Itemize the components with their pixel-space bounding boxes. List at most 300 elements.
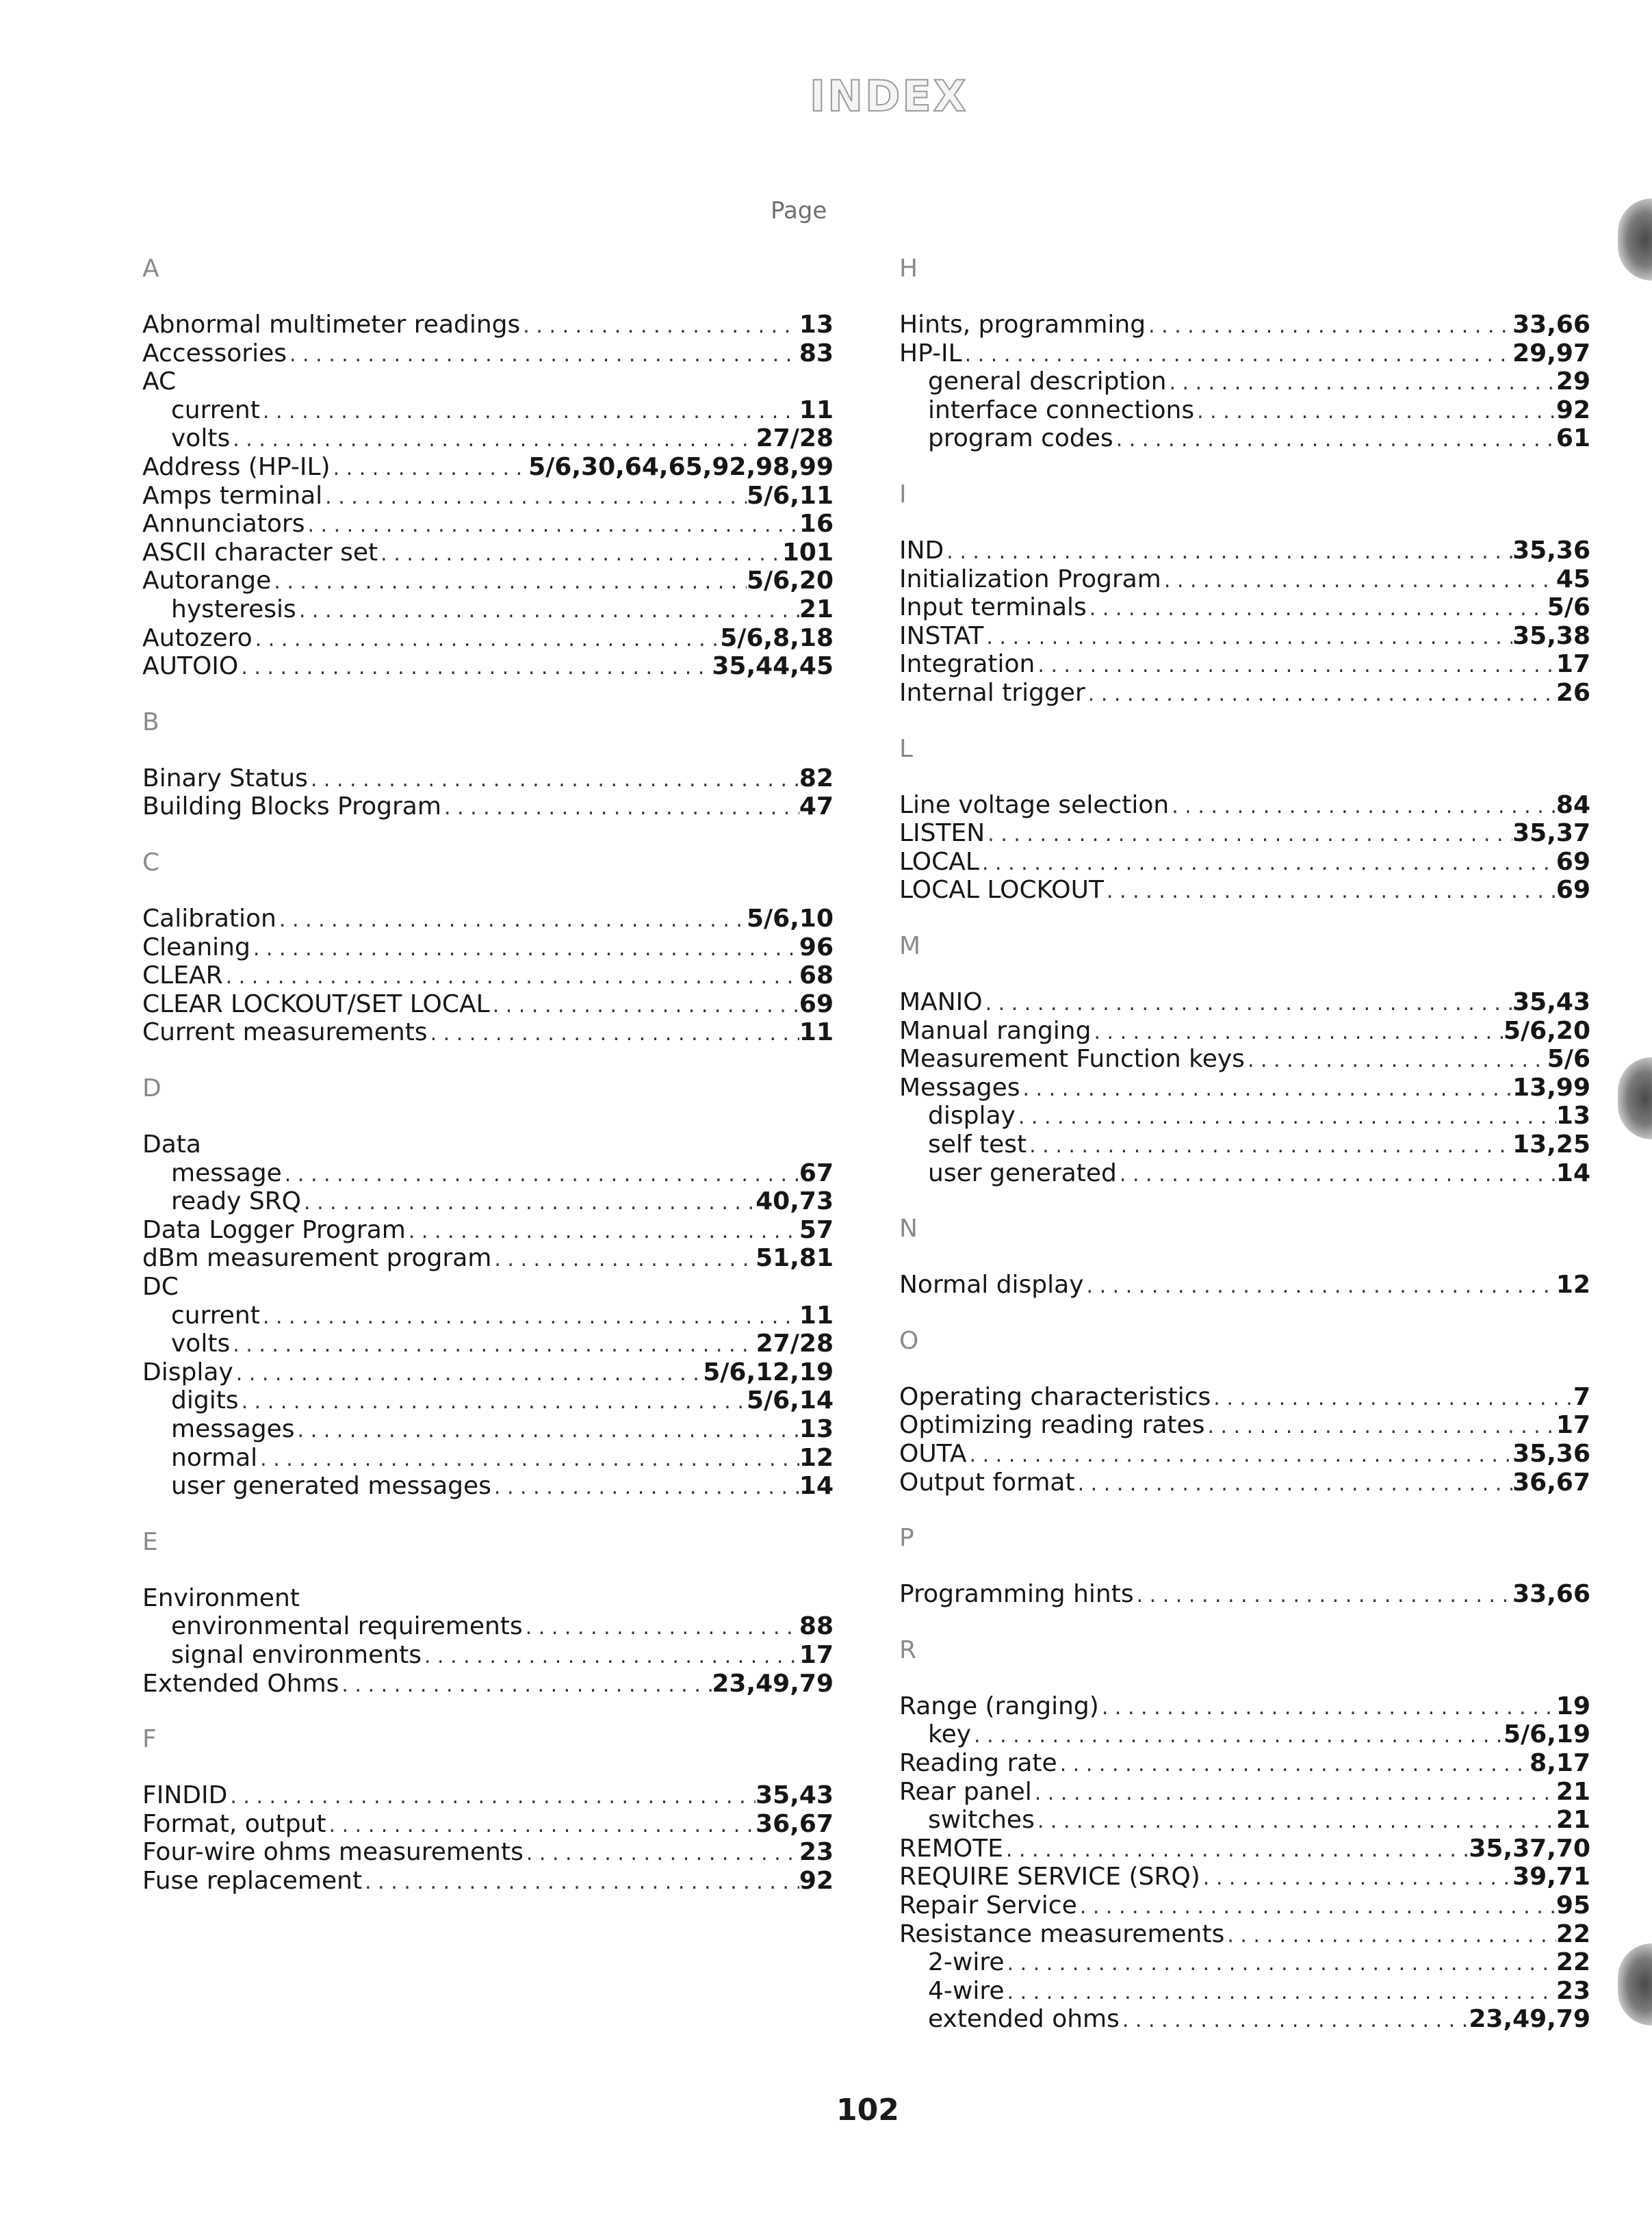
entry-term: REQUIRE SERVICE (SRQ) [899, 1863, 1200, 1891]
dot-leader [1085, 679, 1556, 709]
entry-term: AUTOIO [142, 652, 239, 681]
entry-term: Autorange [142, 567, 272, 595]
dot-leader [301, 1187, 756, 1217]
dot-leader [1003, 1835, 1469, 1865]
index-entry [142, 453, 834, 482]
dot-leader [406, 1216, 799, 1246]
dot-leader [239, 1386, 747, 1417]
entry-term: Hints, programming [899, 311, 1146, 339]
page-title: INDEX [810, 71, 968, 121]
entry-pages: 33,66 [1512, 1580, 1590, 1609]
entry-pages: 13 [799, 311, 834, 339]
entry-pages: 36,67 [756, 1809, 834, 1838]
index-subentry [142, 1159, 834, 1188]
entry-term: volts [171, 424, 231, 453]
section-letter: M [899, 932, 921, 960]
entry-pages: 5/6,8,18 [720, 623, 834, 652]
entry-pages: 11 [799, 1018, 834, 1047]
section-letter: E [142, 1527, 158, 1556]
entry-term: ASCII character set [142, 538, 378, 567]
entry-pages: 47 [799, 792, 834, 821]
dot-leader [983, 622, 1512, 652]
entry-term: Reading rate [899, 1749, 1057, 1777]
index-entry [899, 1692, 1590, 1721]
index-entry [899, 593, 1590, 622]
dot-leader [253, 624, 721, 654]
dot-leader [326, 1810, 756, 1840]
entry-term: current [171, 1301, 260, 1330]
entry-pages: 5/6,10 [746, 905, 834, 933]
section-letter: B [142, 708, 159, 736]
entry-pages: 29,97 [1512, 339, 1590, 367]
entry-term: 4-wire [928, 1976, 1005, 2005]
dot-leader [971, 1720, 1503, 1750]
dot-leader [1087, 593, 1547, 623]
entry-term: 2-wire [928, 1948, 1005, 1977]
entry-term: CLEAR LOCKOUT/SET LOCAL [142, 990, 490, 1018]
entry-pages: 14 [799, 1472, 834, 1501]
entry-term: AC [142, 367, 177, 396]
section-letter: L [899, 734, 914, 763]
dot-leader [985, 819, 1512, 849]
entry-pages: 36,67 [1512, 1468, 1590, 1497]
index-subentry [899, 1948, 1590, 1977]
dot-leader [238, 652, 712, 682]
entry-term: INSTAT [899, 621, 984, 650]
dot-leader [276, 905, 747, 935]
entry-term: MANIO [899, 988, 983, 1016]
dot-leader [362, 1867, 799, 1897]
entry-pages: 69 [1556, 876, 1590, 905]
entry-pages: 14 [1556, 1159, 1590, 1187]
entry-pages: 13 [799, 1415, 834, 1443]
dot-leader [1075, 1469, 1513, 1499]
entry-term: Abnormal multimeter readings [142, 311, 521, 339]
dot-leader [230, 424, 756, 454]
dot-leader [1084, 1271, 1556, 1301]
index-subentry [899, 1806, 1590, 1835]
entry-term: Programming hints [899, 1580, 1134, 1609]
entry-term: DC [142, 1273, 179, 1301]
binder-tab-decoration [1618, 1057, 1652, 1139]
dot-leader [1032, 1778, 1556, 1808]
entry-term: Environment [142, 1583, 300, 1612]
dot-leader [422, 1641, 799, 1671]
entry-pages: 5/6,11 [746, 481, 834, 510]
dot-leader [296, 595, 799, 625]
entry-pages: 5/6,12,19 [703, 1358, 834, 1386]
dot-leader [260, 396, 799, 426]
entry-term: REMOTE [899, 1834, 1003, 1863]
entry-term: ready SRQ [171, 1187, 302, 1216]
dot-leader [428, 1018, 799, 1048]
entry-pages: 88 [799, 1612, 834, 1641]
entry-term: Repair Service [899, 1891, 1077, 1919]
dot-leader [271, 567, 747, 597]
dot-leader [1194, 396, 1556, 426]
entry-term: LISTEN [899, 819, 985, 848]
index-entry [142, 1216, 834, 1245]
dot-leader [287, 339, 799, 370]
entry-pages: 33,66 [1512, 311, 1590, 339]
entry-pages: 5/6,20 [1503, 1016, 1590, 1045]
entry-term: OUTA [899, 1440, 967, 1468]
entry-term: user generated messages [171, 1472, 491, 1501]
entry-pages: 57 [799, 1215, 834, 1244]
index-entry [899, 622, 1590, 651]
dot-leader [227, 1781, 756, 1811]
entry-pages: 69 [1556, 847, 1590, 876]
section-letter: I [899, 480, 907, 508]
page-column-label: Page [771, 197, 827, 224]
entry-pages: 82 [799, 764, 834, 792]
index-entry [142, 764, 834, 793]
entry-pages: 23 [1556, 1976, 1590, 2005]
binder-tab-decoration [1618, 1943, 1652, 2026]
dot-leader [1120, 2005, 1469, 2035]
index-subentry [142, 1386, 834, 1415]
dot-leader [322, 482, 747, 512]
entry-pages: 68 [799, 961, 834, 990]
section-letter: R [899, 1635, 917, 1664]
index-subentry [899, 1130, 1590, 1159]
entry-pages: 13 [1556, 1102, 1590, 1130]
entry-pages: 11 [799, 396, 834, 424]
index-entry [899, 1469, 1590, 1497]
entry-term: self test [928, 1130, 1027, 1159]
dot-leader [524, 1838, 799, 1868]
dot-leader [1005, 1948, 1556, 1978]
entry-term: switches [928, 1806, 1035, 1835]
index-entry [142, 482, 834, 510]
entry-pages: 5/6,20 [746, 567, 834, 595]
dot-leader [339, 1670, 712, 1700]
section-letter: C [142, 849, 160, 877]
index-entry [142, 652, 834, 681]
index-entry [899, 876, 1590, 905]
index-entry [899, 650, 1590, 679]
index-entry [142, 311, 834, 339]
entry-pages: 101 [782, 538, 834, 567]
dot-leader [230, 1330, 756, 1360]
index-subentry [142, 424, 834, 453]
index-entry [899, 1017, 1590, 1046]
dot-leader [1166, 367, 1556, 398]
index-subentry [899, 396, 1590, 425]
entry-term: IND [899, 536, 944, 565]
entry-pages: 11 [799, 1301, 834, 1330]
dot-leader [1146, 311, 1512, 341]
entry-term: Fuse replacement [142, 1867, 363, 1895]
dot-leader [257, 1444, 799, 1474]
entry-pages: 12 [1556, 1271, 1590, 1300]
dot-leader [331, 453, 529, 483]
entry-term: Display [142, 1358, 233, 1386]
index-entry [899, 1863, 1590, 1891]
entry-pages: 84 [1556, 790, 1590, 819]
dot-leader [967, 1440, 1513, 1470]
entry-term: Accessories [142, 339, 287, 367]
entry-pages: 96 [799, 933, 834, 961]
index-entry [142, 792, 834, 821]
entry-term: LOCAL [899, 847, 979, 876]
index-subentry [142, 1641, 834, 1670]
entry-term: Address (HP-IL) [142, 453, 331, 481]
dot-leader [1211, 1383, 1573, 1413]
dot-leader [1091, 1017, 1503, 1047]
index-entry [899, 1778, 1590, 1807]
index-subentry [899, 367, 1590, 396]
dot-leader [223, 961, 799, 992]
index-subentry [142, 1187, 834, 1216]
entry-term: program codes [928, 424, 1113, 453]
entry-pages: 5/6 [1547, 593, 1590, 622]
index-entry [142, 1838, 834, 1867]
dot-leader [305, 510, 799, 540]
entry-pages: 35,37 [1512, 819, 1590, 848]
index-entry [899, 848, 1590, 877]
dot-leader [523, 1612, 799, 1642]
dot-leader [1245, 1045, 1547, 1075]
entry-pages: 7 [1573, 1382, 1590, 1411]
entry-term: Manual ranging [899, 1016, 1092, 1045]
entry-pages: 35,37,70 [1469, 1834, 1590, 1863]
index-entry [142, 567, 834, 595]
entry-term: Rear panel [899, 1777, 1032, 1806]
dot-leader [1200, 1863, 1512, 1893]
entry-term: Current measurements [142, 1018, 428, 1047]
binder-tab-decoration [1618, 198, 1652, 281]
index-subentry [899, 424, 1590, 453]
index-entry [899, 1440, 1590, 1469]
entry-term: Four-wire ohms measurements [142, 1838, 524, 1867]
dot-leader [295, 1415, 799, 1445]
index-entry [899, 1271, 1590, 1300]
section-letter: A [142, 255, 159, 283]
entry-term: Input terminals [899, 593, 1087, 622]
entry-term: Line voltage selection [899, 790, 1170, 819]
entry-pages: 17 [1556, 1411, 1590, 1440]
dot-leader [1035, 650, 1556, 680]
dot-leader [490, 990, 799, 1020]
dot-leader [1113, 424, 1556, 454]
index-entry [899, 565, 1590, 594]
index-subentry [142, 595, 834, 624]
index-entry [899, 1920, 1590, 1949]
entry-term: Amps terminal [142, 481, 323, 510]
dot-leader [1224, 1920, 1556, 1950]
index-entry [142, 905, 834, 933]
section-letter: F [142, 1725, 157, 1754]
index-subentry [142, 1444, 834, 1473]
entry-pages: 22 [1556, 1948, 1590, 1977]
index-entry [142, 1670, 834, 1698]
index-subentry [142, 1415, 834, 1444]
entry-pages: 95 [1556, 1891, 1590, 1919]
dot-leader [520, 311, 799, 341]
entry-pages: 21 [1556, 1806, 1590, 1835]
page-number: 102 [836, 2093, 899, 2128]
index-entry [899, 819, 1590, 848]
entry-term: Internal trigger [899, 679, 1085, 707]
index-entry [899, 1383, 1590, 1412]
entry-pages: 23,49,79 [1469, 2005, 1590, 2034]
entry-term: Annunciators [142, 510, 305, 539]
dot-leader [1020, 1074, 1513, 1104]
index-entry [899, 988, 1590, 1017]
entry-term: Output format [899, 1468, 1075, 1497]
dot-leader [1027, 1130, 1512, 1161]
entry-pages: 92 [799, 1867, 834, 1895]
index-subentry [142, 1302, 834, 1330]
entry-pages: 5/6,14 [746, 1386, 834, 1415]
dot-leader [1169, 791, 1556, 821]
section-letter: P [899, 1524, 914, 1553]
entry-term: interface connections [928, 396, 1195, 424]
dot-leader [1134, 1580, 1513, 1610]
index-entry [899, 791, 1590, 820]
index-entry [899, 536, 1590, 565]
index-subentry [899, 1159, 1590, 1188]
entry-pages: 39,71 [1512, 1863, 1590, 1891]
dot-leader [944, 536, 1512, 567]
dot-leader [1016, 1102, 1556, 1132]
entry-pages: 23 [799, 1838, 834, 1867]
entry-pages: 13,99 [1512, 1073, 1590, 1102]
index-entry [142, 539, 834, 567]
entry-term: Normal display [899, 1271, 1084, 1300]
entry-pages: 35,36 [1512, 536, 1590, 565]
dot-leader [250, 933, 799, 964]
entry-term: LOCAL LOCKOUT [899, 876, 1104, 905]
index-entry [142, 510, 834, 539]
entry-pages: 19 [1556, 1692, 1590, 1720]
dot-leader [1057, 1749, 1530, 1779]
index-subentry [142, 1612, 834, 1641]
index-entry [899, 679, 1590, 708]
entry-term: normal [171, 1443, 258, 1472]
entry-pages: 5/6 [1547, 1045, 1590, 1074]
index-entry [899, 1074, 1590, 1102]
index-entry [142, 1273, 834, 1302]
dot-leader [1005, 1977, 1556, 2007]
index-entry [142, 933, 834, 962]
entry-term: Format, output [142, 1809, 326, 1838]
entry-pages: 92 [1556, 396, 1590, 424]
entry-pages: 26 [1556, 679, 1590, 707]
entry-pages: 8,17 [1530, 1749, 1590, 1777]
entry-pages: 45 [1556, 565, 1590, 593]
index-subentry [899, 2005, 1590, 2034]
entry-term: HP-IL [899, 339, 962, 367]
index-entry [142, 1130, 834, 1159]
dot-leader [1035, 1806, 1556, 1836]
entry-term: messages [171, 1415, 295, 1443]
entry-pages: 13,25 [1512, 1130, 1590, 1159]
index-entry [142, 367, 834, 396]
entry-term: Operating characteristics [899, 1382, 1211, 1411]
entry-pages: 12 [799, 1443, 834, 1472]
dot-leader [1117, 1159, 1556, 1189]
entry-term: FINDID [142, 1781, 228, 1810]
section-letter: O [899, 1326, 919, 1355]
entry-pages: 35,44,45 [712, 652, 834, 681]
index-entry [142, 339, 834, 368]
dot-leader [491, 1472, 799, 1502]
index-subentry [142, 1330, 834, 1358]
entry-pages: 69 [799, 990, 834, 1018]
entry-term: Binary Status [142, 764, 308, 792]
entry-term: Resistance measurements [899, 1919, 1225, 1948]
index-entry [899, 1045, 1590, 1074]
entry-pages: 16 [799, 510, 834, 539]
entry-term: Extended Ohms [142, 1669, 339, 1698]
dot-leader [1077, 1891, 1556, 1922]
index-entry [899, 1891, 1590, 1920]
entry-term: Initialization Program [899, 565, 1161, 593]
dot-leader [1161, 565, 1556, 595]
section-letter: D [142, 1074, 162, 1102]
entry-pages: 23,49,79 [712, 1669, 834, 1698]
index-subentry [899, 1720, 1590, 1749]
entry-pages: 17 [1556, 650, 1590, 679]
dot-leader [491, 1244, 756, 1274]
section-letter: H [899, 255, 918, 283]
index-entry [142, 990, 834, 1019]
entry-term: Cleaning [142, 933, 250, 961]
entry-pages: 21 [1556, 1777, 1590, 1806]
index-entry [142, 1584, 834, 1613]
entry-pages: 35,43 [756, 1781, 834, 1810]
entry-pages: 83 [799, 339, 834, 367]
entry-term: volts [171, 1330, 231, 1358]
entry-pages: 40,73 [756, 1187, 834, 1216]
entry-term: CLEAR [142, 961, 223, 990]
dot-leader [233, 1358, 704, 1388]
index-entry [142, 961, 834, 990]
dot-leader [441, 792, 799, 823]
dot-leader [1204, 1411, 1556, 1441]
entry-term: key [928, 1720, 972, 1749]
index-entry [899, 339, 1590, 368]
index-entry [142, 1018, 834, 1047]
entry-pages: 22 [1556, 1919, 1590, 1948]
section-letter: N [899, 1215, 918, 1243]
dot-leader [1104, 876, 1556, 906]
index-subentry [899, 1977, 1590, 2006]
dot-leader [979, 848, 1556, 878]
entry-pages: 17 [799, 1641, 834, 1669]
entry-term: general description [928, 367, 1167, 396]
entry-term: Integration [899, 650, 1035, 679]
index-entry [142, 1867, 834, 1896]
index-subentry [142, 1472, 834, 1501]
entry-term: display [928, 1102, 1016, 1130]
entry-term: signal environments [171, 1641, 422, 1669]
dot-leader [282, 1159, 799, 1189]
entry-pages: 21 [799, 595, 834, 623]
entry-pages: 27/28 [756, 424, 834, 453]
index-entry [899, 311, 1590, 339]
entry-term: Measurement Function keys [899, 1045, 1245, 1074]
dot-leader [983, 988, 1513, 1018]
entry-pages: 5/6,30,64,65,92,98,99 [528, 453, 834, 481]
entry-term: Optimizing reading rates [899, 1411, 1205, 1440]
index-entry [142, 1810, 834, 1839]
index-entry [899, 1749, 1590, 1778]
dot-leader [1099, 1692, 1556, 1722]
entry-term: Calibration [142, 905, 276, 933]
